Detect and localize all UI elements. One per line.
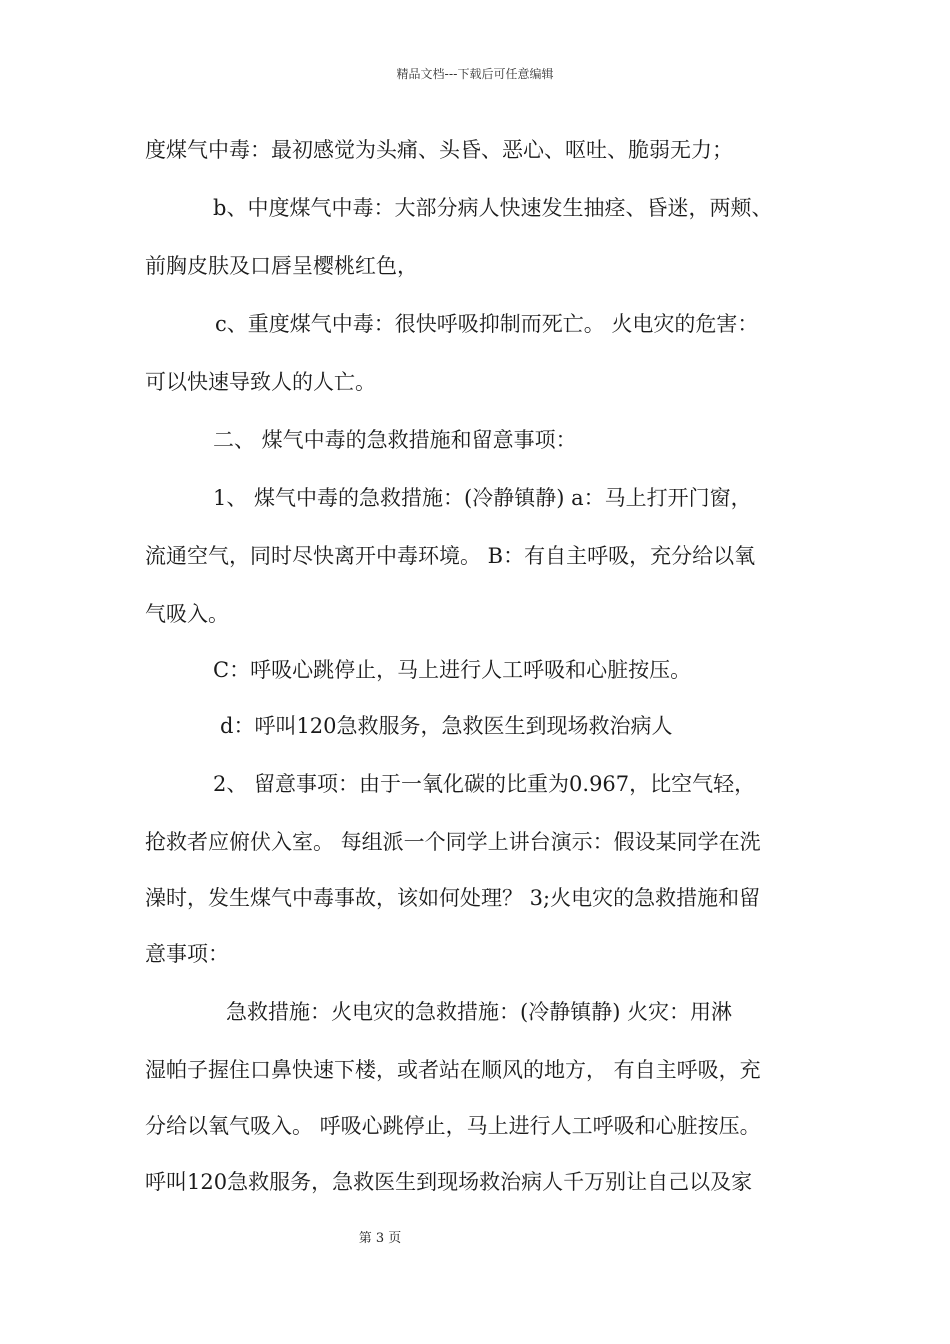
- paragraph-line: 急救措施：火电灾的急救措施：(冷静镇静) 火灾：用淋: [226, 1000, 733, 1024]
- paragraph-line: 气吸入。: [145, 602, 229, 626]
- paragraph-line: 流通空气，同时尽快离开中毒环境。 B：有自主呼吸，充分给以氧: [145, 544, 756, 568]
- paragraph-line: 可以快速导致人的人亡。: [145, 370, 376, 394]
- paragraph-line: b、中度煤气中毒：大部分病人快速发生抽痉、昏迷，两颊、: [213, 196, 773, 220]
- paragraph-line: 呼叫120急救服务，急救医生到现场救治病人千万别让自己以及家: [145, 1170, 753, 1194]
- paragraph-line: c、重度煤气中毒：很快呼吸抑制而死亡。 火电灾的危害：: [215, 312, 759, 336]
- page-header: 精品文档---下载后可任意编辑: [396, 67, 554, 81]
- paragraph-line: 意事项：: [145, 942, 229, 966]
- paragraph-line: 前胸皮肤及口唇呈樱桃红色，: [145, 254, 418, 278]
- paragraph-line: C：呼吸心跳停止，马上进行人工呼吸和心脏按压。: [213, 658, 692, 682]
- page-number: 第 3 页: [358, 1231, 402, 1246]
- paragraph-line: 分给以氧气吸入。 呼吸心跳停止，马上进行人工呼吸和心脏按压。: [145, 1114, 761, 1138]
- paragraph-line: 抢救者应俯伏入室。 每组派一个同学上讲台演示：假设某同学在洗: [145, 830, 761, 854]
- paragraph-line: 湿帕子握住口鼻快速下楼，或者站在顺风的地方， 有自主呼吸，充: [145, 1058, 761, 1082]
- paragraph-line: 2、 留意事项：由于一氧化碳的比重为0.967，比空气轻，: [213, 772, 756, 796]
- section-heading: 二、 煤气中毒的急救措施和留意事项：: [213, 428, 577, 452]
- paragraph-line: 1、 煤气中毒的急救措施：(冷静镇静) a：马上打开门窗，: [213, 486, 752, 510]
- paragraph-line: 澡时，发生煤气中毒事故，该如何处理？ 3;火电灾的急救措施和留: [145, 886, 761, 910]
- paragraph-line: 度煤气中毒：最初感觉为头痛、头昏、恶心、呕吐、脆弱无力；: [145, 138, 733, 162]
- paragraph-line: d：呼叫120急救服务，急救医生到现场救治病人: [220, 714, 673, 738]
